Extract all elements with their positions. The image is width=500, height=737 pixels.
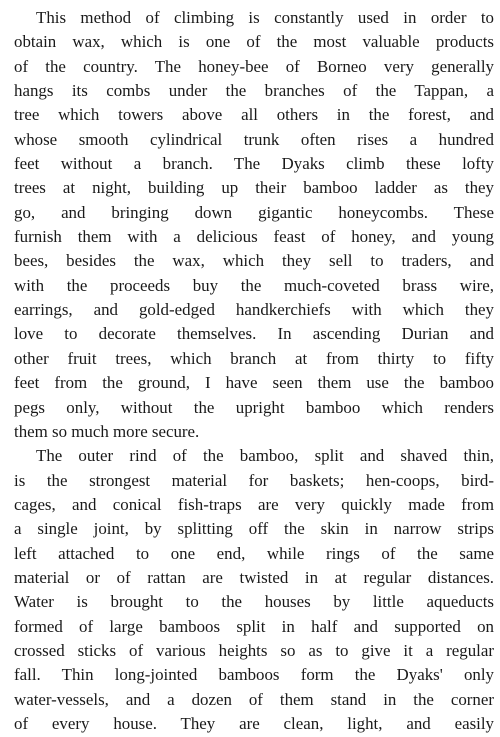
text-line: This method of climbing is constantly used in order to	[36, 8, 494, 27]
book-page	[14, 6, 494, 736]
text-line: bees, besides the wax, which they sell to traders, and	[14, 251, 494, 271]
text-line: trees at night, building up their bamboo ladder as they	[14, 178, 494, 198]
text-line: fall. Thin long-jointed bamboos form the Dyaks' only	[14, 665, 494, 685]
text-line: formed of large bamboos split in half and supported on	[14, 616, 494, 636]
text-line: Water is brought to the houses by little aqueducts	[14, 592, 494, 612]
text-line: with the proceeds buy the much-coveted brass wire,	[14, 275, 494, 295]
text-line: hangs its combs under the branches of the Tappan, a	[14, 81, 494, 101]
text-line: is the strongest material for baskets; hen-coops, bird-	[14, 470, 494, 490]
text-line: other fruit trees, which branch at from thirty to fifty	[14, 348, 494, 368]
text-line: feet without a branch. The Dyaks climb these lofty	[14, 154, 494, 174]
text-line: cages, and conical fish-traps are very quickly made from	[14, 494, 494, 514]
text-line: tree which towers above all others in the forest, and	[14, 105, 494, 125]
text-line: water-vessels, and a dozen of them stand in the corner	[14, 689, 494, 709]
text-line: a single joint, by splitting off the skin in narrow strips	[14, 519, 494, 539]
text-line: them so much more secure.	[14, 421, 200, 441]
text-line: obtain wax, which is one of the most valuable products	[14, 32, 494, 52]
text-line: of every house. They are clean, light, and easily	[14, 713, 494, 733]
text-line: go, and bringing down gigantic honeycombs. These	[14, 202, 494, 222]
paragraph-climbing-wax	[14, 6, 494, 444]
text-line: whose smooth cylindrical trunk often rises a hundred	[14, 129, 494, 149]
text-line: left attached to one end, while rings of the same	[14, 543, 494, 563]
text-line: furnish them with a delicious feast of honey, and young	[14, 227, 494, 247]
text-line: feet from the ground, I have seen them use the bamboo	[14, 373, 494, 393]
text-line: earrings, and gold-edged handkerchiefs with which they	[14, 300, 494, 320]
text-line: The outer rind of the bamboo, split and shaved thin,	[36, 446, 494, 466]
text-line: of the country. The honey-bee of Borneo very generally	[14, 56, 494, 76]
text-line: pegs only, without the upright bamboo which renders	[14, 397, 494, 417]
text-line: love to decorate themselves. In ascending Durian and	[14, 324, 494, 344]
text-line: crossed sticks of various heights so as to give it a regular	[14, 640, 494, 660]
text-line: material or of rattan are twisted in at regular distances.	[14, 567, 494, 587]
paragraph-bamboo-uses	[14, 444, 494, 736]
